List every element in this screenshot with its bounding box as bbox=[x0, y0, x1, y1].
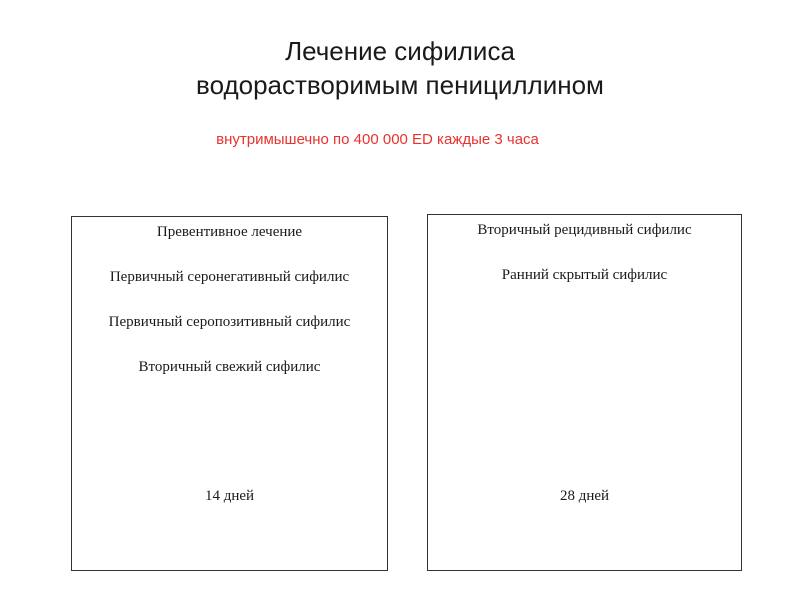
indication-item: Вторичный свежий сифилис bbox=[138, 359, 321, 375]
long-course-duration: 28 дней bbox=[559, 488, 610, 504]
short-course-duration: 14 дней bbox=[204, 488, 255, 504]
indication-item: Ранний скрытый сифилис bbox=[501, 267, 668, 283]
indication-item: Вторичный рецидивный сифилис bbox=[477, 222, 692, 238]
short-course-box bbox=[71, 216, 388, 571]
long-course-indications bbox=[428, 219, 741, 309]
title-line-1: Лечение сифилиса bbox=[285, 36, 515, 66]
title-line-2: водорастворимым пенициллином bbox=[196, 70, 604, 100]
dosage-subtitle: внутримышечно по 400 000 ED каждые 3 часа bbox=[216, 131, 539, 148]
short-course-indications bbox=[72, 221, 387, 401]
indication-item: Превентивное лечение bbox=[156, 224, 303, 240]
long-course-box bbox=[427, 214, 742, 571]
slide-title bbox=[0, 34, 800, 102]
indication-item: Первичный серонегативный сифилис bbox=[109, 269, 350, 285]
indication-item: Первичный серопозитивный сифилис bbox=[108, 314, 351, 330]
